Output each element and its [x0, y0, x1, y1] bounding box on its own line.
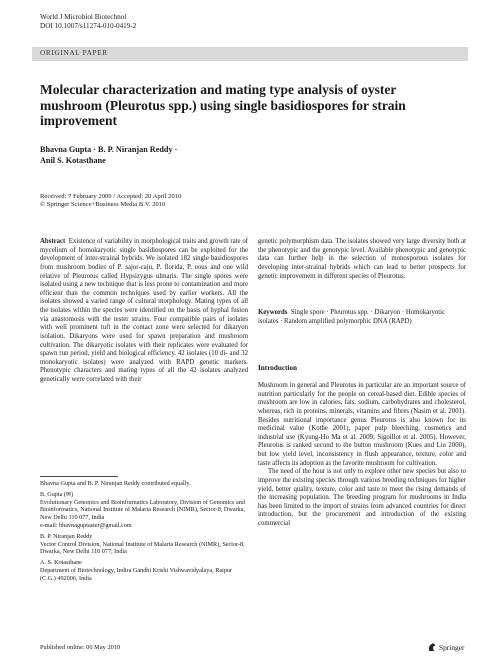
- abstract-continuation: [258, 238, 466, 281]
- abstract-body: [40, 238, 248, 385]
- paper-title: Molecular characterization and mating type analysis of oyster mushroom (Pleurotus spp.) using single basidiospores for strain improvement: [40, 82, 406, 128]
- copyright: © Springer Science+Business Media B.V. 2010: [40, 201, 166, 209]
- abstract-continuation-text: genetic polymorphism data. The isolates showed very large diversity both at the phenotypic and the genotypic level. Available phenotypic and genotypic data can further help in the selection of monosporous isolates for developing inter-strainal hybrids which can lead to better prospects for genetic improvement in different species of Pleurotus.: [258, 238, 466, 280]
- received-accepted: Received: 7 February 2009 / Accepted: 20 April 2010: [40, 193, 182, 200]
- footnotes: [40, 480, 248, 586]
- affiliation-1: B. Gupta (✉) Evolutionary Genomics and Bioinformatics Laboratory, Division of Genomics and Bioinformatics, National Institute of Malaria Research (NIMR), Sector-8, Dwarka, New Delhi 110 077, India e-mail: bhavnaguptaster@gmail.com: [40, 490, 246, 529]
- contribution-note: Bhavna Gupta and B. P. Niranjan Reddy contributed equally.: [40, 480, 191, 487]
- springer-horse-icon: [427, 642, 437, 652]
- introduction-heading: Introduction: [258, 364, 298, 372]
- doi[interactable]: DOI 10.1007/s11274-010-0419-2: [40, 22, 137, 30]
- keywords-label: Keywords: [258, 309, 288, 316]
- introduction-body: [258, 382, 466, 529]
- affiliation-2: B. P. Niranjan Reddy Vector Control Division, National Institute of Malaria Research (NIMR), Sector-8, Dwarka, New Delhi 110 077, India: [40, 532, 245, 556]
- keywords-text: Single spore · Pleurotus spp. · Dikaryon · Homokaryotic isolates · Random amplified polymorphic DNA (RAPD): [258, 309, 446, 325]
- publisher-name: Springer: [439, 642, 465, 652]
- keywords: [258, 309, 466, 326]
- journal-name: World J Microbiol Biotechnol: [40, 13, 127, 21]
- article-history: [40, 193, 340, 210]
- journal-header: [40, 13, 136, 31]
- abstract-text: Existence of variability in morphological traits and growth rate of mycelium of homokaryotic single basidiospores can be exploited for the development of inter-strainal hybrids. We isolated 182 single basidiospores from mushroom bodies of P. sajor-caju, P. florida, P. eous and one wild relative of Pleurotus called Hypsizygus ulmaris. The single spores were isolated using a new technique that is less prone to contamination and more efficient than the common techniques used by earlier workers. All the isolates showed a varied range of cultural morphology. Mating types of all the isolates within the species were identified on the basis of hyphal fusion via anastomosis with the tester strains. Four compatible pairs of isolates with well prominent tuft in the contact zone were selected for dikaryon isolation. Dikaryons were used for spawn preparation and mushroom cultivation. The dikaryotic isolates with their replicates were evaluated for spawn run period, yield and biological efficiency. 42 isolates (10 di- and 32 monokaryotic isolates) were analyzed with RAPD genetic markers. Phenotypic characters and mating types of all the 42 isolates analyzed genetically were correlated with their: [40, 238, 248, 383]
- author-list: [40, 145, 340, 166]
- abstract-label: Abstract: [40, 238, 66, 245]
- authors-line-1[interactable]: Bhavna Gupta · B. P. Niranjan Reddy ·: [40, 145, 178, 154]
- introduction-paragraph: Mushroom in general and Pleurotus in particular are an important source of nutrition particularly for the people on cereal-based diet. Edible species of mushroom are low in calories, fats, sodium, carbohydrates and cholesterol, whereas, rich in proteins, minerals, vitamins and fibres (Nasim et al. 2001). Besides nutritional importance genus Pleurotus is also known for its medicinal value (Kothe 2001), paper pulp bleeching, cosmetics and industrial use (Kyung-Ho Ma et al. 2009; Sigoillot et al. 2005). However, Pleurotus is ranked second to the button mushroom (Kues and Liu 2000), but low yield level, inconsistency in flush appearance, texture, color and taste affects its adoption as the favorite mushroom for cultivation.: [258, 382, 466, 467]
- introduction-paragraph: The need of the hour is not only to explore other new species but also to improve the existing species through various breeding techniques for higher yield, better quality, texture, color and taste to meet the rising demands of the increasing population. The breeding program for mushrooms in India has been limited to the import of strains from advanced countries for direct introduction, but the procurement and introduction of the existing commercial: [258, 468, 466, 527]
- footnote-divider: [40, 476, 118, 477]
- publisher-logo[interactable]: [427, 642, 464, 652]
- published-date: Published online: 06 May 2010: [40, 644, 121, 651]
- affiliation-3: A. S. Kotasthane Department of Biotechnology, Indira Gandhi Krishi Vishwavidyalaya, Raipur (C.G.) 492006, India: [40, 559, 233, 582]
- authors-line-2[interactable]: Anil S. Kotasthane: [40, 155, 106, 165]
- section-banner-label: ORIGINAL PAPER: [40, 49, 108, 57]
- section-banner: [32, 47, 468, 61]
